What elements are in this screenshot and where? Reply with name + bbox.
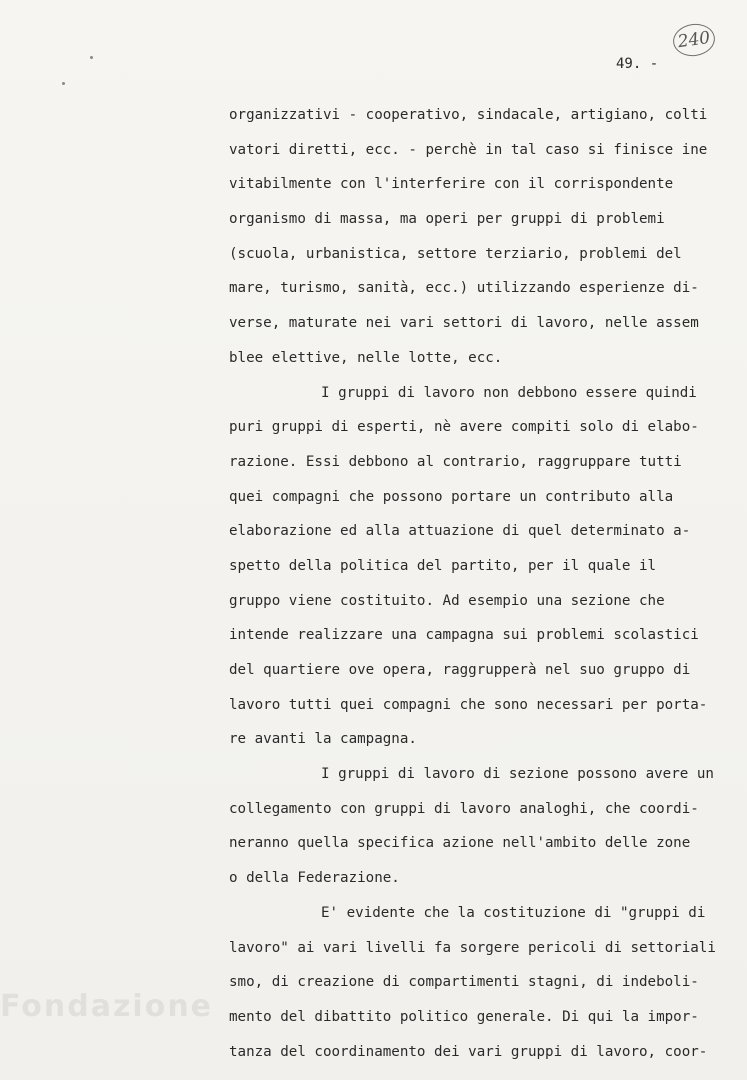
text-line: spetto della politica del partito, per il quale il — [229, 557, 657, 574]
text-line: razione. Essi debbono al contrario, raggruppare tutti — [229, 453, 682, 470]
archive-stamp — [671, 21, 717, 59]
text-line: puri gruppi di esperti, nè avere compiti solo di elabo- — [229, 419, 699, 436]
speck-mark — [90, 56, 93, 59]
text-line: re avanti la campagna. — [229, 731, 417, 748]
text-line: lavoro" ai vari livelli fa sorgere pericoli di settoriali — [229, 939, 716, 956]
text-line: neranno quella specifica azione nell'ambito delle zone — [229, 835, 691, 852]
text-line: organizzativi - cooperativo, sindacale, artigiano, colti — [229, 107, 708, 123]
text-line: verse, maturate nei vari settori di lavoro, nelle assem — [229, 315, 699, 332]
text-line: collegamento con gruppi di lavoro analoghi, che coordi- — [229, 800, 699, 817]
text-line: mento del dibattito politico generale. Di qui la impor- — [229, 1008, 699, 1025]
text-line: lavoro tutti quei compagni che sono necessari per porta- — [229, 696, 708, 713]
text-line: quei compagni che possono portare un contributo alla — [229, 488, 674, 505]
text-line: o della Federazione. — [229, 870, 400, 887]
text-line: tanza del coordinamento dei vari gruppi di lavoro, coor- — [229, 1043, 708, 1060]
text-line: blee elettive, nelle lotte, ecc. — [229, 349, 503, 366]
text-line: organismo di massa, ma operi per gruppi di problemi — [229, 211, 665, 228]
text-line: elaborazione ed alla attuazione di quel determinato a- — [229, 523, 691, 540]
text-line: E' evidente che la costituzione di "gruppi di — [321, 904, 706, 921]
page-number: 49. - — [616, 56, 659, 72]
text-line: (scuola, urbanistica, settore terziario, problemi del — [229, 245, 682, 262]
text-line: mare, turismo, sanità, ecc.) utilizzando esperienze di- — [229, 280, 699, 297]
text-line: smo, di creazione di compartimenti stagni, di indeboli- — [229, 974, 699, 991]
text-line: del quartiere ove opera, raggrupperà nel suo gruppo di — [229, 662, 691, 678]
speck-mark — [62, 82, 65, 85]
text-line: vitabilmente con l'interferire con il corrispondente — [229, 176, 674, 193]
text-line: I gruppi di lavoro di sezione possono avere un — [321, 766, 714, 783]
typed-body-text — [229, 98, 729, 1069]
foundation-watermark: Fondazione — [0, 989, 214, 1024]
text-line: intende realizzare una campagna sui problemi scolastici — [229, 627, 699, 644]
text-line: vatori diretti, ecc. - perchè in tal caso si finisce ine — [229, 141, 708, 158]
archive-stamp-number: 240 — [676, 27, 712, 53]
text-line: I gruppi di lavoro non debbono essere quindi — [321, 384, 697, 401]
text-line: gruppo viene costituito. Ad esempio una sezione che — [229, 592, 665, 609]
